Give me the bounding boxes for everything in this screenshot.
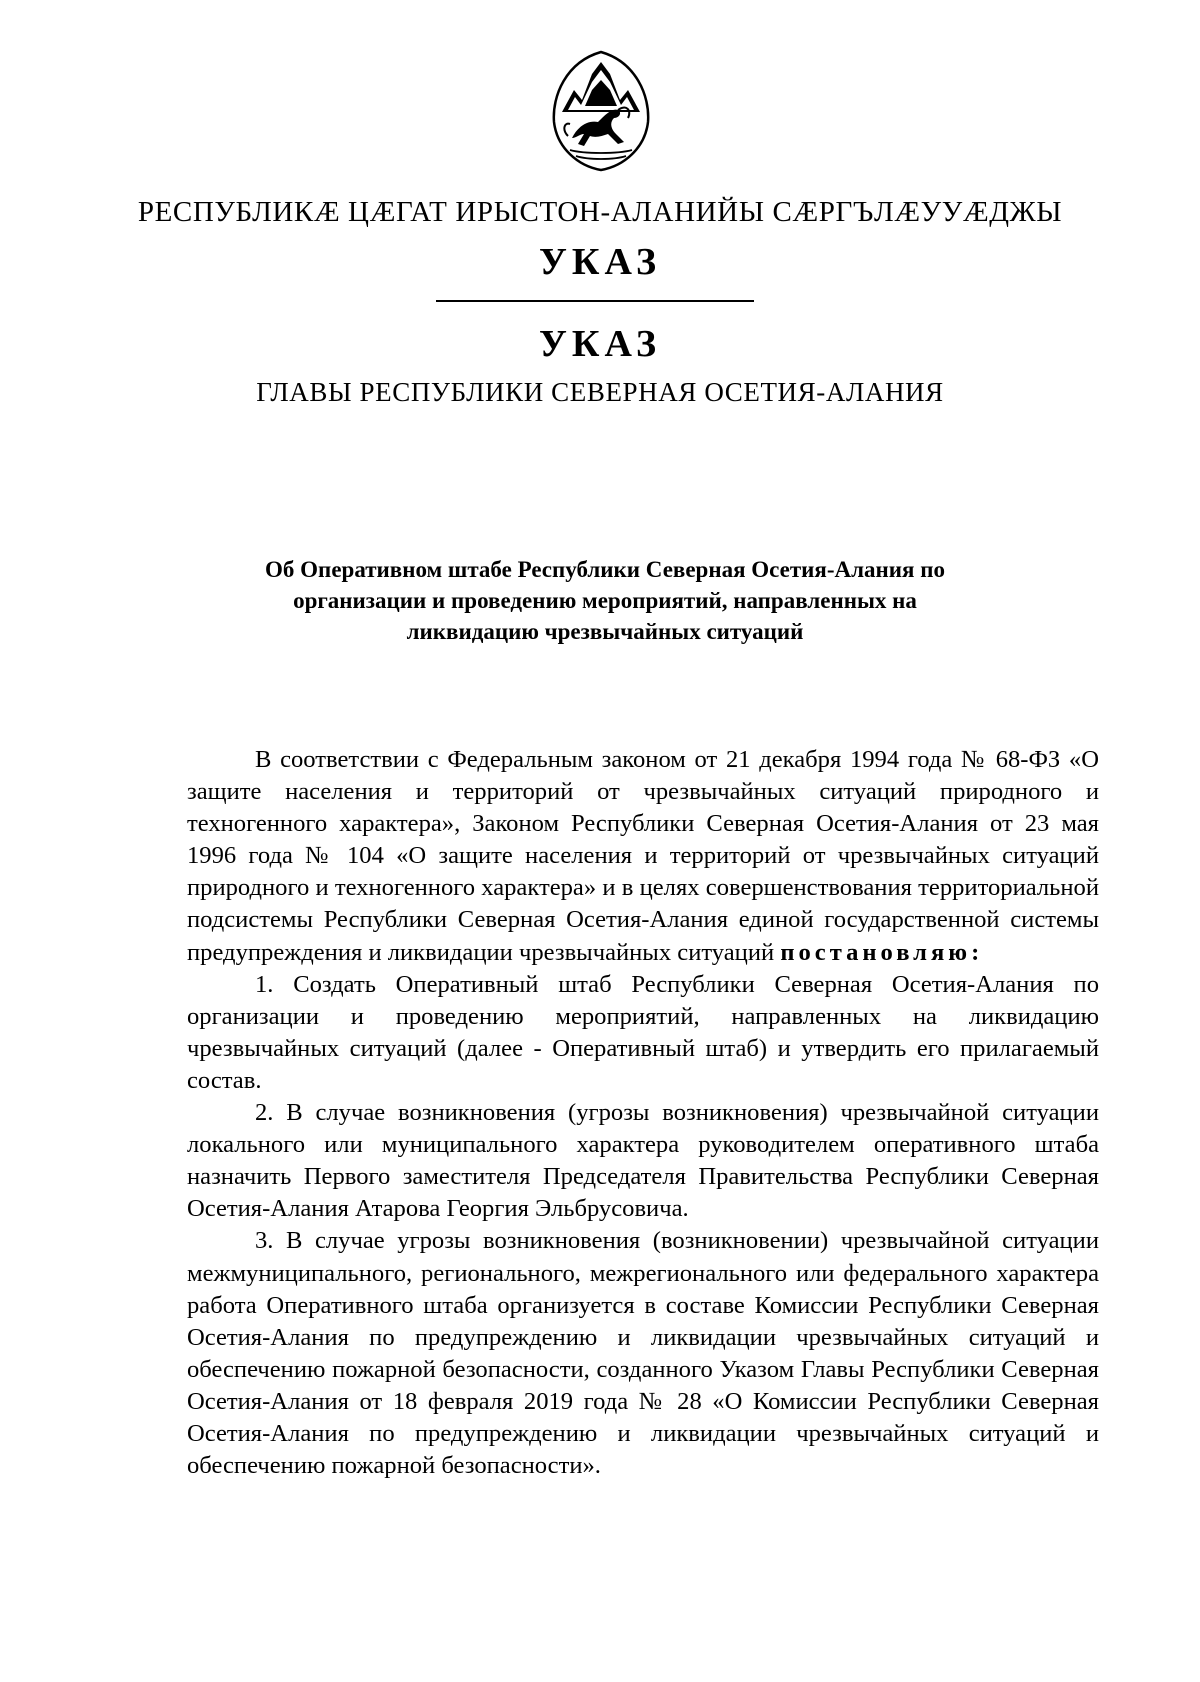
decree-item-3: 3. В случае угрозы возникновения (возникновении) чрезвычайной ситуации межмуниципального, регионального, межрегионального или федерального характера работа Оперативного штаба организуется в составе Комиссии Республики Северная Осетия-Алания по предупреждению и ликвидации чрезвычайных ситуаций и обеспечению пожарной безопасности, созданного Указом Главы Республики Северная Осетия-Алания от 18 февраля 2019 года № 28 «О Комиссии Республики Северная Осетия-Алания по предупреждению и ликвидации чрезвычайных ситуаций и обеспечению пожарной безопасности». [187, 1227, 1099, 1480]
title-line: организации и проведению мероприятий, направленных на [293, 588, 917, 613]
decree-word: постановляю: [780, 938, 984, 966]
preamble-text: В соответствии с Федеральным законом от 21 декабря 1994 года № 68-ФЗ «О защите населения и территорий от чрезвычайных ситуаций природного и техногенного характера», Законом Республики Северная Осетия-Алания от 23 мая 1996 года № 104 «О защите населения и территорий от чрезвычайных ситуаций природного и техногенного характера» и в целях совершенствования территориальной подсистемы Республики Северная Осетия-Алания единой государственной системы предупреждения и ликвидации чрезвычайных ситуаций [187, 746, 1099, 966]
document-title [190, 554, 1020, 647]
decree-item-1: 1. Создать Оперативный штаб Республики Северная Осетия-Алания по организации и проведению мероприятий, направленных на ликвидацию чрезвычайных ситуаций (далее - Оперативный штаб) и утвердить его прилагаемый состав. [187, 970, 1099, 1094]
decree-item-2: 2. В случае возникновения (угрозы возникновения) чрезвычайной ситуации локального или муниципального характера руководителем оперативного штаба назначить Первого заместителя Председателя Правительства Республики Северная Осетия-Алания Атарова Георгия Эльбрусовича. [187, 1099, 1099, 1223]
header-divider [436, 300, 754, 302]
header-russian: ГЛАВЫ РЕСПУБЛИКИ СЕВЕРНАЯ ОСЕТИЯ-АЛАНИЯ [256, 377, 944, 407]
title-line: Об Оперативном штабе Республики Северная Осетия-Алания по [265, 557, 945, 582]
title-line: ликвидацию чрезвычайных ситуаций [406, 619, 804, 644]
coat-of-arms-snow-leopard-icon [548, 50, 654, 172]
decree-heading-ossetian: УКАЗ [539, 241, 661, 283]
header-ossetian: РЕСПУБЛИКӔ ЦӔГАТ ИРЫСТОН-АЛАНИЙЫ СӔРГЪЛӔУУӔДЖЫ [137, 196, 1063, 228]
preamble-paragraph [187, 744, 1099, 969]
decree-heading-russian: УКАЗ [539, 323, 661, 365]
document-body [187, 744, 1099, 1482]
